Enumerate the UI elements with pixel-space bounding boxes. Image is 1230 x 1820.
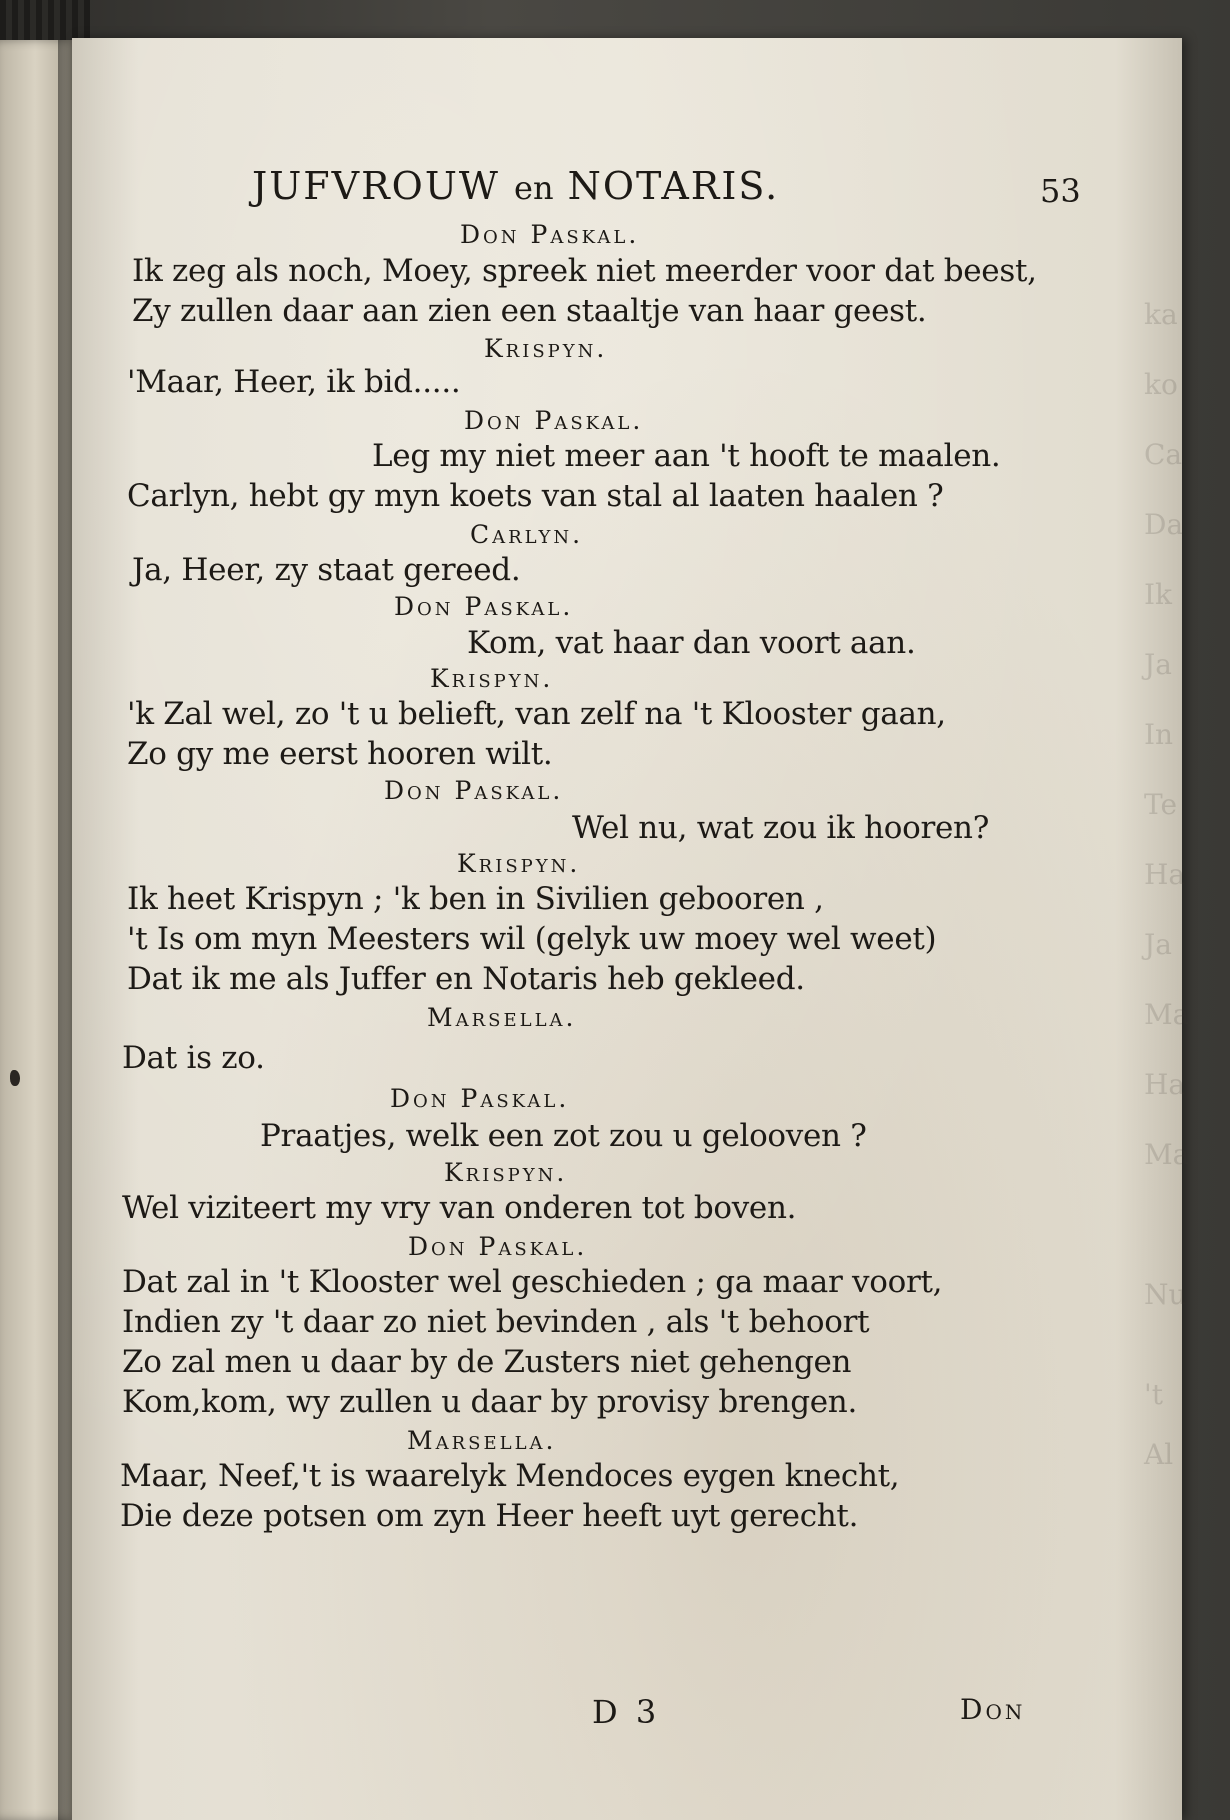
verse-line: Maar, Neef,'t is waarelyk Mendoces eygen knecht, — [120, 1458, 900, 1494]
speaker-heading: Don Paskal. — [464, 406, 644, 435]
verse-line: Dat ik me als Juffer en Notaris heb gekleed. — [127, 961, 805, 997]
verse-line: Carlyn, hebt gy myn koets van stal al laaten haalen ? — [127, 478, 944, 514]
verse-line: Zy zullen daar aan zien een staaltje van haar geest. — [132, 293, 927, 329]
speaker-heading: Krispyn. — [430, 664, 554, 693]
verse-line: 't Is om myn Meesters wil (gelyk uw moey wel weet) — [127, 921, 937, 957]
speaker-heading: Carlyn. — [470, 520, 584, 549]
speaker-heading: Don Paskal. — [390, 1084, 570, 1113]
verse-line: Wel nu, wat zou ik hooren? — [572, 810, 990, 846]
speaker-heading: Marsella. — [407, 1426, 557, 1455]
speaker-heading: Don Paskal. — [384, 776, 564, 805]
verse-line: Zo zal men u daar by de Zusters niet gehengen — [122, 1344, 852, 1380]
page-number: 53 — [1040, 172, 1081, 210]
running-head-connector: en — [514, 169, 554, 207]
running-head — [252, 164, 779, 208]
running-head-title-1: JUFVROUW — [252, 164, 500, 208]
verse-line: Ik zeg als noch, Moey, spreek niet meerder voor dat beest, — [132, 253, 1037, 289]
verse-line: Kom, vat haar dan voort aan. — [467, 625, 916, 661]
speaker-heading: Krispyn. — [484, 334, 608, 363]
speaker-heading: Don Paskal. — [408, 1232, 588, 1261]
ink-spot — [10, 1070, 20, 1086]
speaker-heading: Don Paskal. — [394, 592, 574, 621]
verse-line: Ik heet Krispyn ; 'k ben in Sivilien gebooren , — [127, 881, 824, 917]
verse-line: Praatjes, welk een zot zou u gelooven ? — [260, 1118, 867, 1154]
verse-line: Wel viziteert my vry van onderen tot boven. — [122, 1190, 797, 1226]
signature-mark: D 3 — [592, 1693, 661, 1731]
speaker-heading: Krispyn. — [444, 1158, 568, 1187]
book-page — [72, 38, 1190, 1820]
verse-line: 'k Zal wel, zo 't u belieft, van zelf na 't Klooster gaan, — [127, 696, 946, 732]
speaker-heading: Marsella. — [427, 1003, 577, 1032]
verse-line: Die deze potsen om zyn Heer heeft uyt gerecht. — [120, 1498, 859, 1534]
verse-line: Kom,kom, wy zullen u daar by provisy brengen. — [122, 1384, 858, 1420]
verse-line: Dat zal in 't Klooster wel geschieden ; ga maar voort, — [122, 1264, 943, 1300]
show-through-text: ka ko Ca Da Ik Ja In Te Ha Ja Ma Ha Ma Nu 't Al — [1144, 298, 1190, 1471]
verse-line: Indien zy 't daar zo niet bevinden , als 't behoort — [122, 1304, 870, 1340]
speaker-heading: Krispyn. — [457, 849, 581, 878]
speaker-heading: Don Paskal. — [460, 220, 640, 249]
verse-line: Dat is zo. — [122, 1040, 265, 1076]
catchword: Don — [960, 1693, 1026, 1726]
verse-line: Leg my niet meer aan 't hooft te maalen. — [372, 438, 1001, 474]
verse-line: 'Maar, Heer, ik bid..... — [127, 364, 461, 400]
page-text — [72, 38, 1190, 1820]
verse-line: Zo gy me eerst hooren wilt. — [127, 736, 553, 772]
running-head-title-2: NOTARIS. — [567, 164, 780, 208]
verse-line: Ja, Heer, zy staat gereed. — [132, 552, 521, 588]
